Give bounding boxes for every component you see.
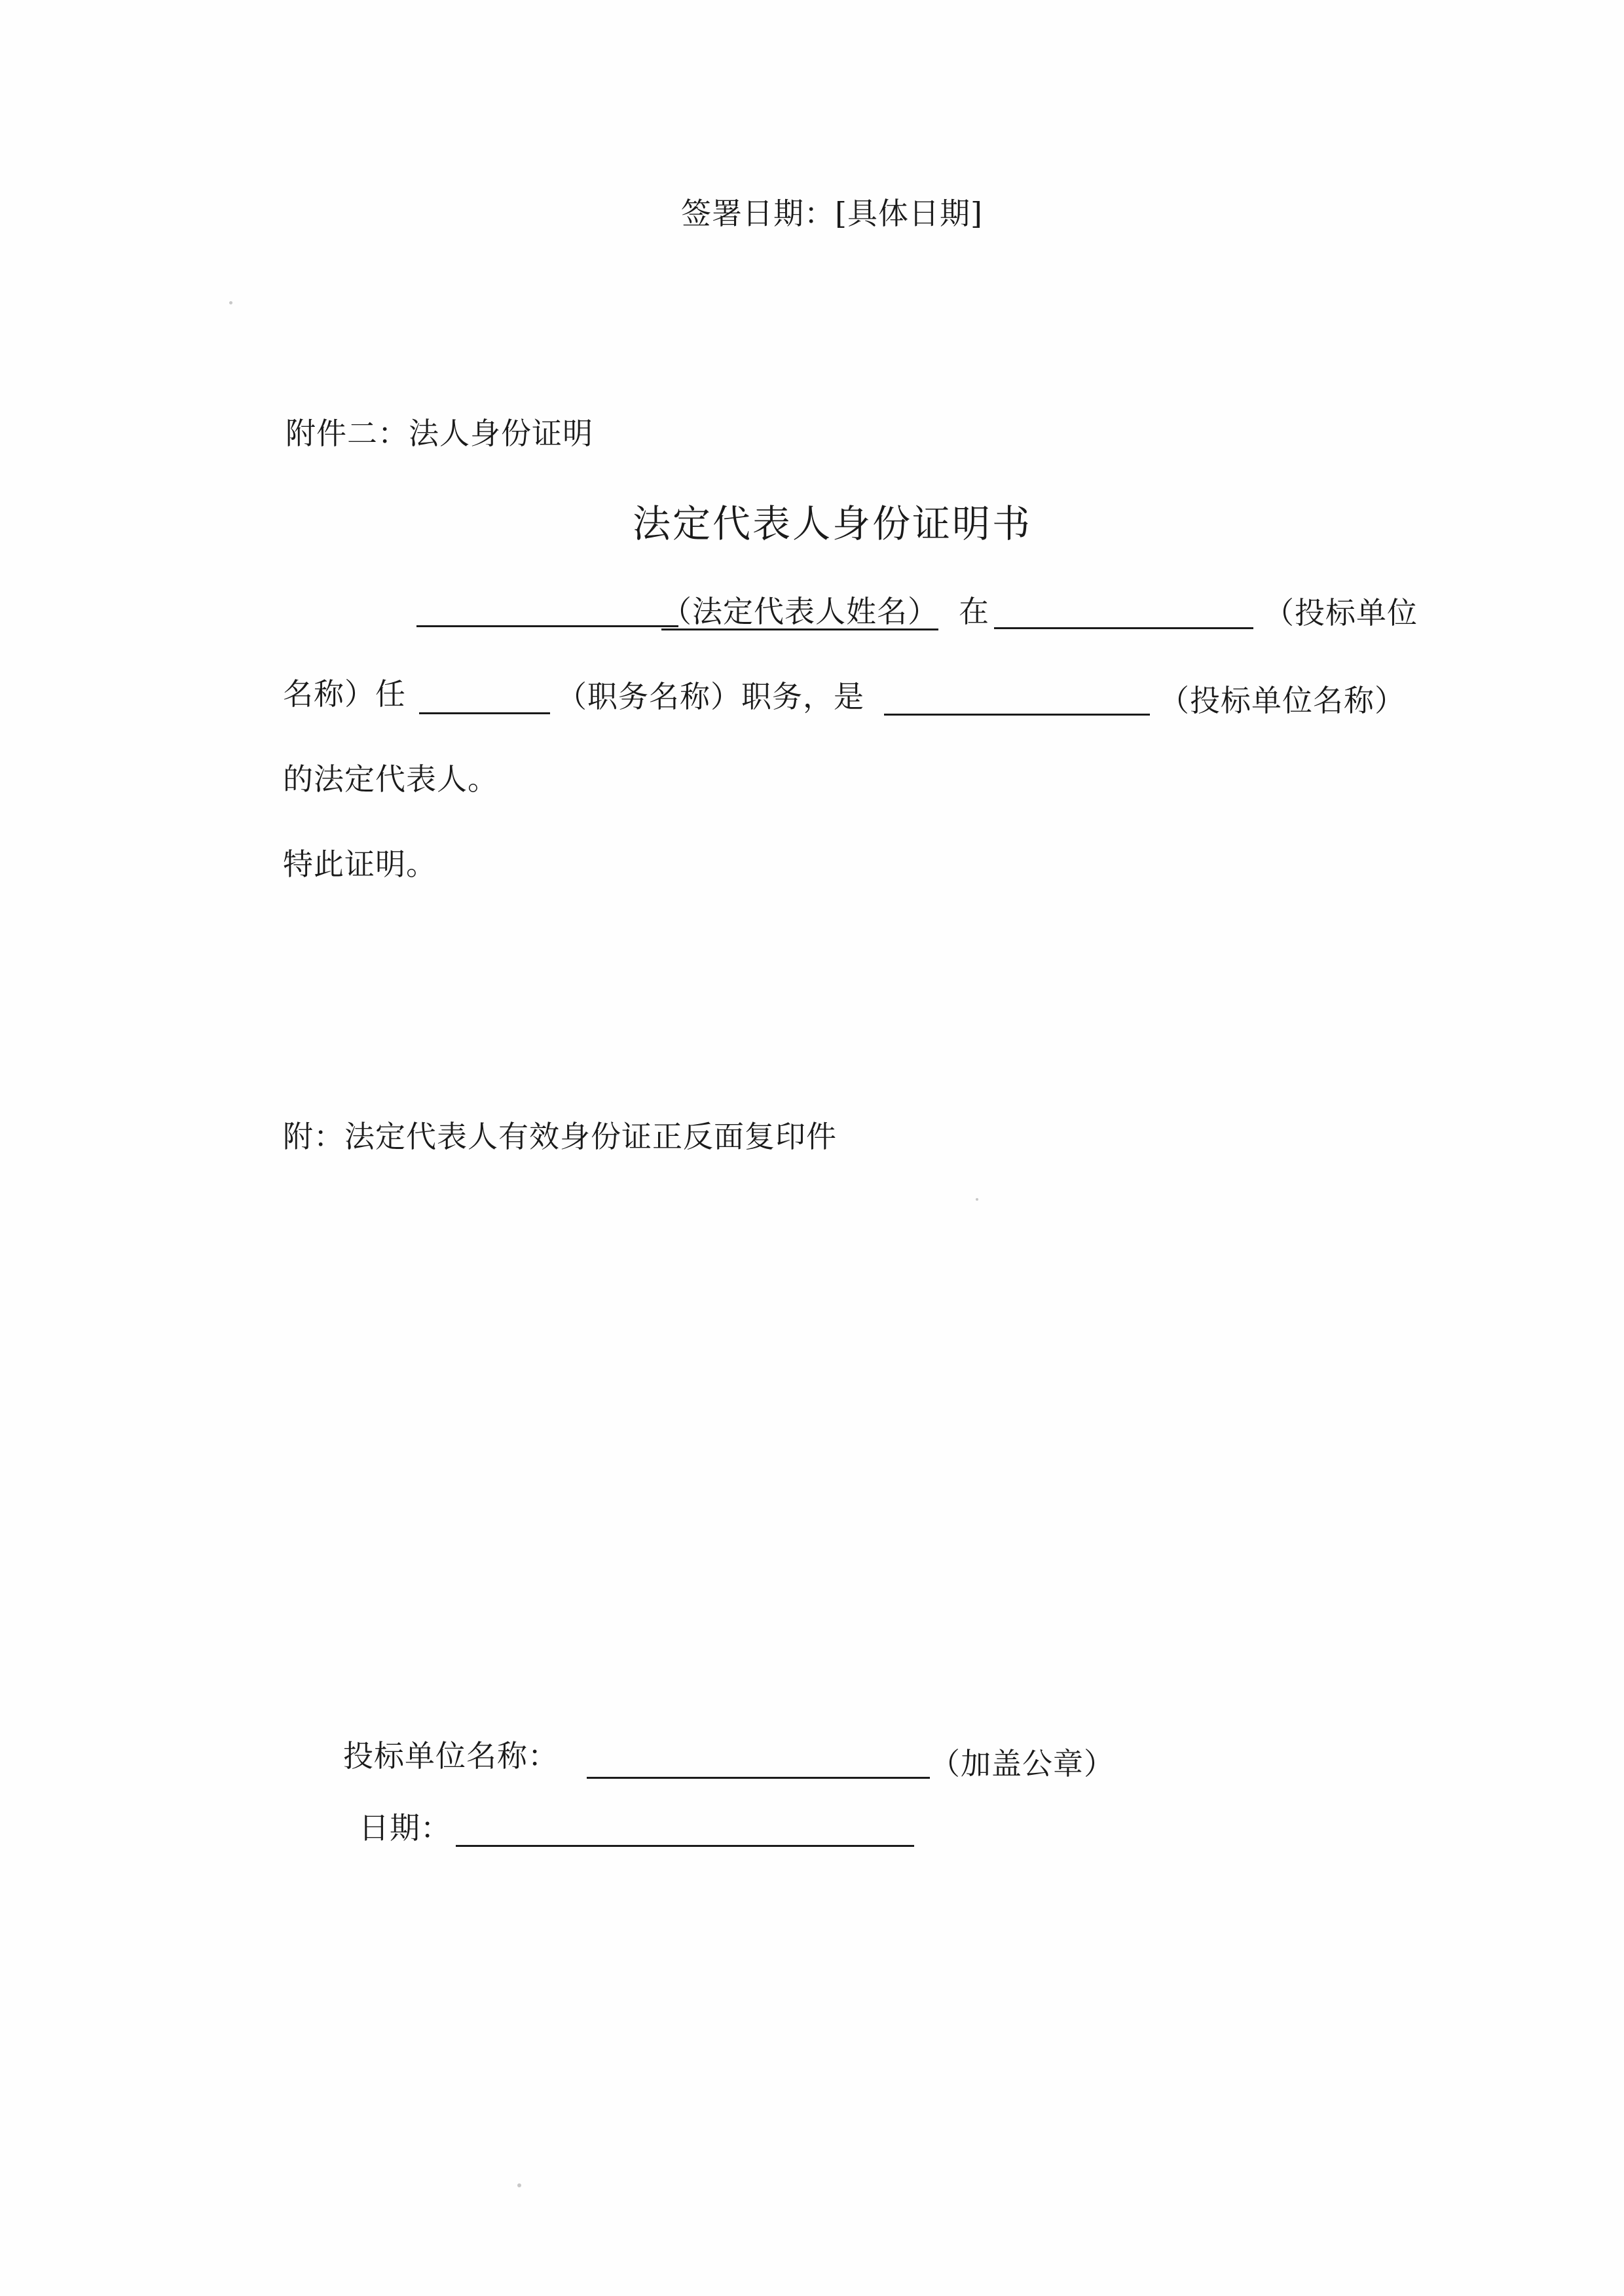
date-field[interactable] xyxy=(456,1845,914,1847)
bidder-name-blank-1[interactable] xyxy=(994,627,1253,629)
representative-name-hint: （法定代表人姓名） xyxy=(661,594,938,629)
bidder-name-label: 投标单位名称： xyxy=(343,1738,559,1774)
attachment-note: 附：法定代表人有效身份证正反面复印件 xyxy=(283,1119,837,1154)
sign-date-line: 签署日期：[具体日期] xyxy=(681,196,983,231)
scan-speck xyxy=(976,1198,978,1201)
bidder-hint-full: （投标单位名称） xyxy=(1159,683,1405,718)
page-title: 法定代表人身份证明书 xyxy=(633,501,1033,546)
position-hint: （职务名称）职务，是 xyxy=(557,679,864,714)
seal-hint: （加盖公章） xyxy=(930,1746,1115,1781)
attachment-heading: 附件二：法人身份证明 xyxy=(286,416,593,451)
bidder-name-field[interactable] xyxy=(587,1777,930,1779)
position-blank[interactable] xyxy=(419,712,550,714)
certify-text: 特此证明。 xyxy=(283,847,437,882)
date-label: 日期： xyxy=(359,1810,451,1846)
bidder-name-blank-2[interactable] xyxy=(884,714,1150,716)
paragraph-ending: 的法定代表人。 xyxy=(283,761,498,797)
at-text: 在 xyxy=(959,594,989,629)
scan-speck xyxy=(517,2183,521,2187)
representative-name-blank[interactable] xyxy=(416,625,678,627)
scan-speck xyxy=(229,301,232,304)
bidder-hint-part1: （投标单位 xyxy=(1264,595,1418,630)
bidder-hint-part2: 名称）任 xyxy=(283,676,406,712)
